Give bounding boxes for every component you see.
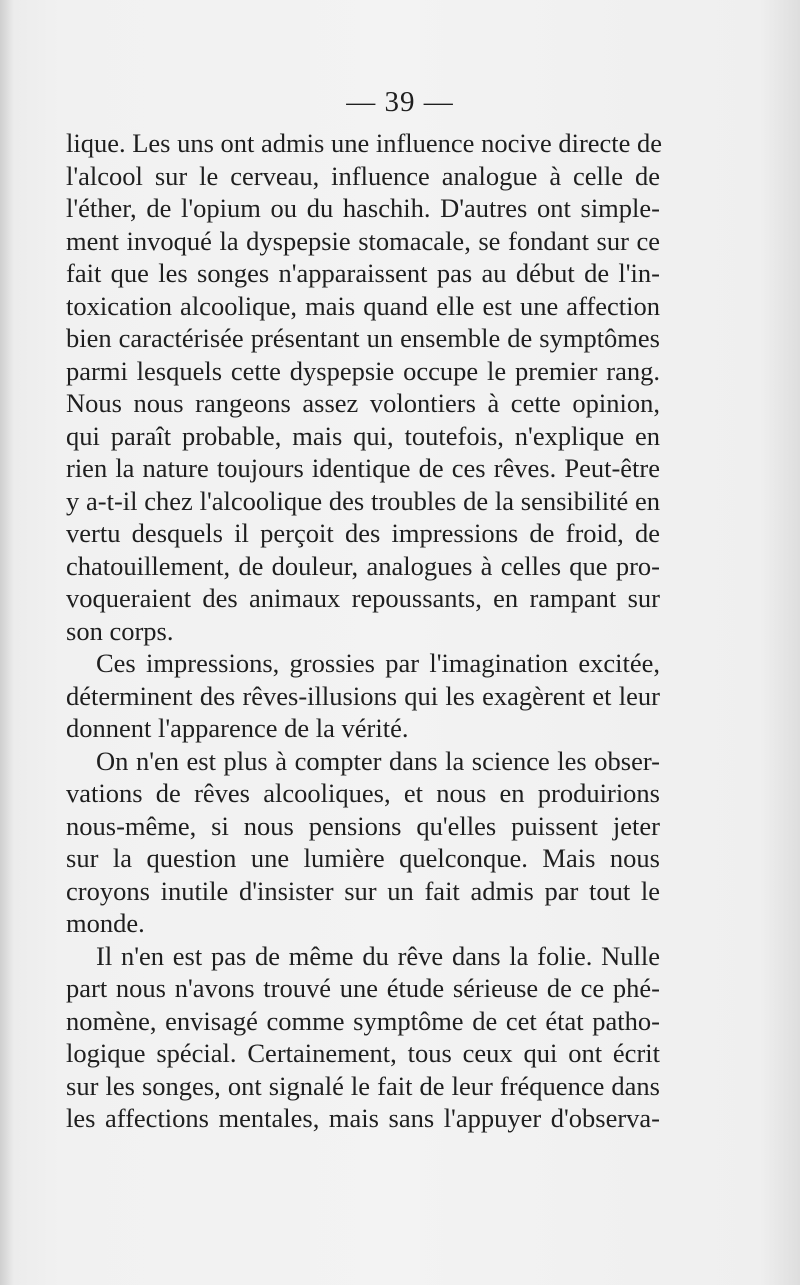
text-line: On n'en est plus à compter dans la science les obser-	[96, 745, 660, 776]
text-line: déterminent des rêves-illusions qui les exagèrent et leur	[66, 680, 660, 711]
text-line: sur la question une lumière quelconque. Mais nous	[66, 843, 660, 873]
paragraph-4	[66, 940, 660, 1135]
text-line: l'alcool sur le cerveau, influence analogue à celle de	[66, 160, 660, 191]
text-line: son corps.	[66, 615, 174, 646]
text-line: nous-même, si nous pensions qu'elles puissent jeter	[66, 810, 660, 841]
text-line: lique. Les uns ont admis une influence nocive directe de	[66, 128, 663, 158]
text-line: logique spécial. Certainement, tous ceux qui ont écrit	[66, 1038, 660, 1068]
body-text	[66, 127, 663, 1135]
text-line: sur les songes, ont signalé le fait de leur fréquence dans	[66, 1070, 660, 1101]
text-line: rien la nature toujours identique de ces rêves. Peut-être	[66, 453, 660, 483]
text-line: part nous n'avons trouvé une étude sérieuse de ce phé-	[66, 973, 660, 1003]
text-line: parmi lesquels cette dyspepsie occupe le premier rang.	[66, 355, 660, 386]
paragraph-2	[66, 647, 660, 745]
text-line: croyons inutile d'insister sur un fait admis par tout le	[66, 875, 660, 906]
text-line: l'éther, de l'opium ou du haschih. D'autres ont simple-	[66, 193, 660, 223]
text-line: monde.	[66, 908, 145, 938]
paragraph-1	[66, 127, 663, 647]
paragraph-3	[66, 745, 660, 940]
text-line: toxication alcoolique, mais quand elle est une affection	[66, 290, 660, 321]
text-line: bien caractérisée présentant un ensemble de symptômes	[66, 323, 660, 353]
text-line: qui paraît probable, mais qui, toutefois, n'explique en	[66, 420, 660, 451]
text-line: y a-t-il chez l'alcoolique des troubles de la sensibilité en	[66, 485, 660, 516]
text-line: Nous nous rangeons assez volontiers à cette opinion,	[66, 388, 660, 418]
text-line: vertu desquels il perçoit des impressions de froid, de	[66, 518, 660, 548]
text-line: les affections mentales, mais sans l'appuyer d'observa-	[66, 1103, 660, 1133]
text-line: ment invoqué la dyspepsie stomacale, se fondant sur ce	[66, 225, 660, 256]
text-line: chatouillement, de douleur, analogues à celles que pro-	[66, 550, 660, 581]
page-number: — 39 —	[346, 86, 454, 118]
text-line: fait que les songes n'apparaissent pas au début de l'in-	[66, 258, 660, 288]
text-line: vations de rêves alcooliques, et nous en produirions	[66, 778, 660, 808]
text-line: Il n'en est pas de même du rêve dans la folie. Nulle	[96, 940, 660, 971]
text-line: nomène, envisagé comme symptôme de cet état patho-	[66, 1005, 660, 1036]
text-line: donnent l'apparence de la vérité.	[66, 713, 409, 743]
text-line: voqueraient des animaux repoussants, en rampant sur	[66, 583, 660, 613]
text-line: Ces impressions, grossies par l'imagination excitée,	[96, 648, 660, 678]
